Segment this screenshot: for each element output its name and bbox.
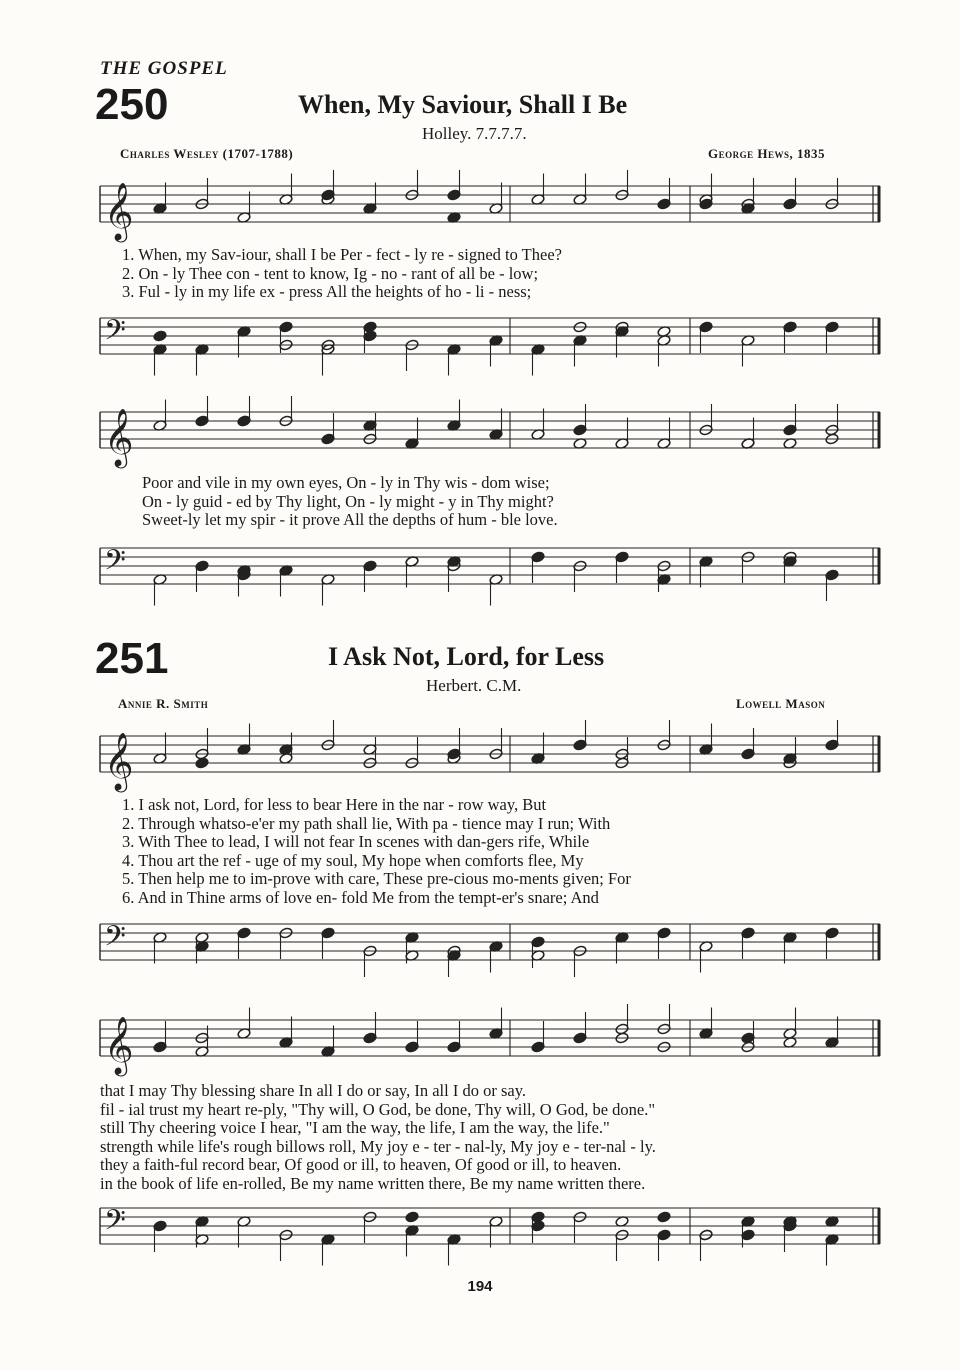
author-credit: Annie R. Smith xyxy=(118,696,209,711)
svg-text:𝄞: 𝄞 xyxy=(104,1016,134,1074)
verse-line: 2. On - ly Thee con - tent to know, Ig - no - rant of all be - low; xyxy=(122,263,539,283)
verse-line: 1. When, my Sav-iour, shall I be Per - fect - ly re - signed to Thee? xyxy=(122,245,562,264)
verse-line: On - ly guid - ed by Thy light, On - ly might - y in Thy might? xyxy=(142,491,554,511)
verse-line: still Thy cheering voice I hear, "I am the way, the life, I am the way, the life." xyxy=(100,1118,610,1137)
verse-block xyxy=(122,796,631,907)
svg-text:𝄢: 𝄢 xyxy=(104,314,126,354)
bass-staff xyxy=(90,908,885,988)
bass-staff xyxy=(90,302,885,382)
verse-line: Poor and vile in my own eyes, On - ly in Thy wis - dom wise; xyxy=(142,473,550,492)
composer-credit: George Hews, 1835 xyxy=(708,146,825,161)
author-credit: Charles Wesley (1707-1788) xyxy=(120,146,294,161)
verse-line: 5. Then help me to im-prove with care, These pre-cious mo-ments given; For xyxy=(122,869,631,888)
tune-name: Holley. 7.7.7.7. xyxy=(422,124,527,143)
section-heading: THE GOSPEL xyxy=(100,58,228,79)
verse-line: strength while life's rough billows roll, My joy e - ter - nal-ly, My joy e - ter-nal - ly. xyxy=(100,1136,656,1156)
verse-line: that I may Thy blessing share In all I do or say, In all I do or say. xyxy=(100,1081,526,1100)
treble-staff xyxy=(90,170,885,250)
bass-staff xyxy=(90,1192,885,1272)
svg-text:𝄢: 𝄢 xyxy=(104,920,126,960)
bass-staff xyxy=(90,532,885,612)
verse-line: 3. Ful - ly in my life ex - press All the heights of ho - li - ness; xyxy=(122,282,532,301)
hymn-number: 250 xyxy=(95,80,169,129)
svg-text:𝄢: 𝄢 xyxy=(104,544,126,584)
verse-block xyxy=(100,1082,656,1193)
treble-staff xyxy=(90,1004,885,1084)
verse-line: 6. And in Thine arms of love en- fold Me from the tempt-er's snare; And xyxy=(122,887,599,907)
verse-line: 1. I ask not, Lord, for less to bear Here in the nar - row way, But xyxy=(122,795,547,814)
hymn-title: When, My Saviour, Shall I Be xyxy=(298,90,628,119)
verse-line: in the book of life en-rolled, Be my name written there, Be my name written there. xyxy=(100,1173,646,1193)
verse-line: 2. Through whatso-e'er my path shall lie, With pa - tience may I run; With xyxy=(122,813,611,833)
verse-block xyxy=(122,246,562,302)
svg-text:𝄞: 𝄞 xyxy=(104,732,134,790)
verse-line: fil - ial trust my heart re-ply, "Thy will, O God, be done, Thy will, O God, be done." xyxy=(100,1099,656,1119)
treble-staff xyxy=(90,396,885,476)
composer-credit: Lowell Mason xyxy=(736,696,826,711)
page-number: 194 xyxy=(467,1278,493,1295)
verse-line: 4. Thou art the ref - uge of my soul, My hope when comforts flee, My xyxy=(122,850,584,870)
verse-line: 3. With Thee to lead, I will not fear In scenes with dan-gers rife, While xyxy=(122,832,590,851)
svg-text:𝄞: 𝄞 xyxy=(104,182,134,240)
treble-staff xyxy=(90,720,885,800)
svg-text:𝄢: 𝄢 xyxy=(104,1204,126,1244)
verse-line: they a faith-ful record bear, Of good or ill, to heaven, Of good or ill, to heaven. xyxy=(100,1155,622,1174)
tune-name: Herbert. C.M. xyxy=(426,676,522,695)
verse-block xyxy=(142,474,558,530)
hymn-number: 251 xyxy=(95,634,169,683)
hymn-title: I Ask Not, Lord, for Less xyxy=(328,642,605,671)
verse-line: Sweet-ly let my spir - it prove All the depths of hum - ble love. xyxy=(142,510,558,529)
svg-text:𝄞: 𝄞 xyxy=(104,408,134,466)
